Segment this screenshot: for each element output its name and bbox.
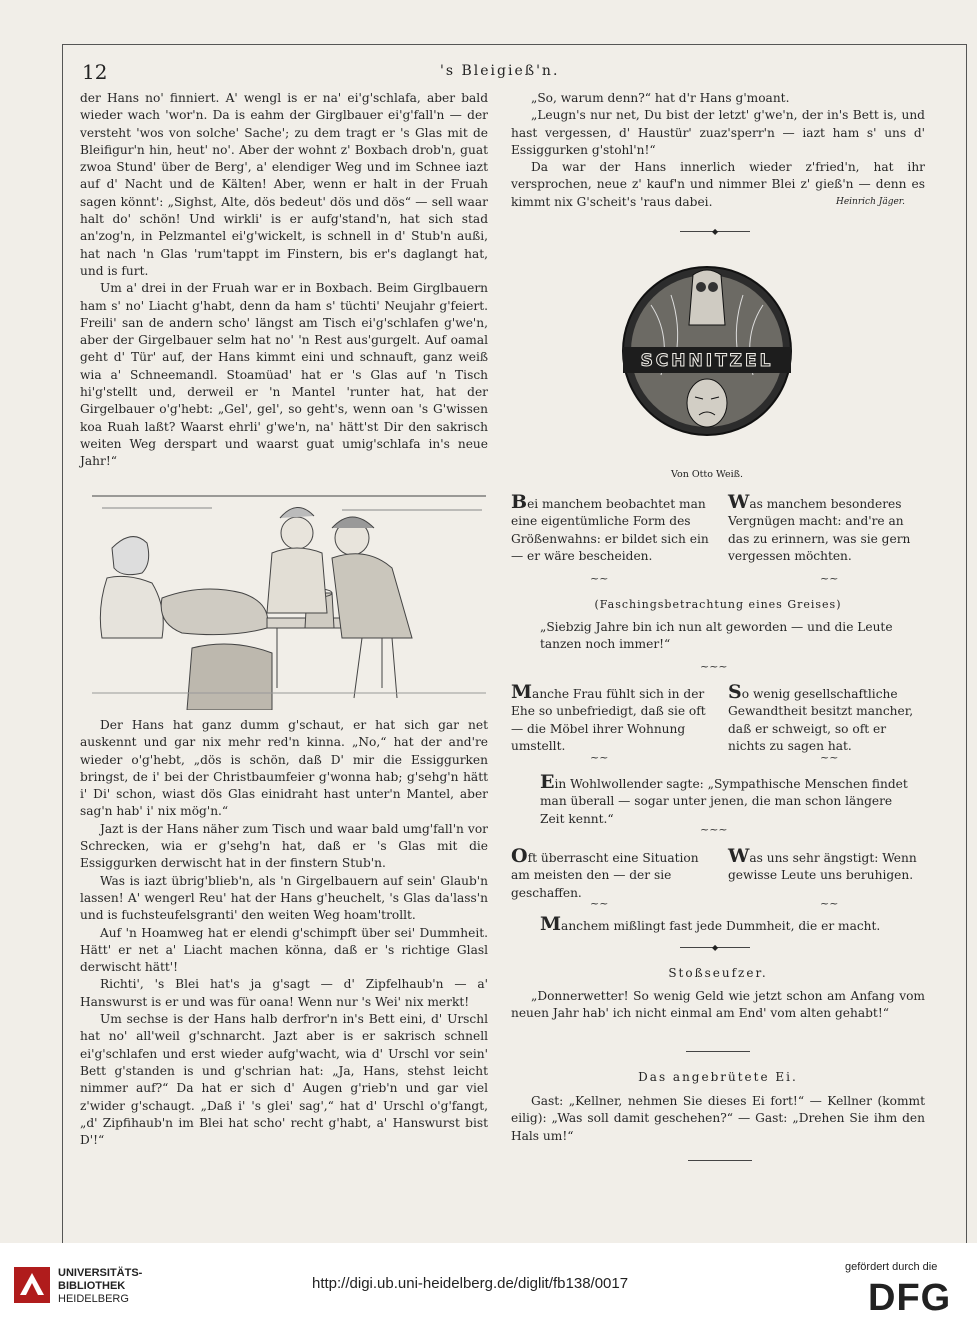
author-signature: Heinrich Jäger. [836,197,905,207]
paragraph: Um sechse is der Hans halb derfror'n in's Bett eini, d' Urschl hat no' all'weil g'schnarcht. Jazt aber is er sakrisch schnell ei'g'schlafen und erst wieder aufg'wacht, wia d' Urschl vor sein' Bett g'standen is und g'schrian hat: „Ja, Hans, stehst leicht nimmer auf?“ Da hat er sich d' Augen g'rieb'n und gar viel z'wider g'schaugt. „Daß i' 's glei' sag',“ hat d' Urschl o'g'fangt, „d' Zipfihaub'n im Blei hat scho' recht g'habt, a' Hanswurst bist D'!“ [80,1012,488,1148]
drop-cap: W [728,491,750,513]
aphorism [728,845,926,885]
dfg-logo: DFG [868,1277,952,1319]
paragraph-stossseufzer: „Donnerwetter! So wenig Geld wie jetzt schon am Anfang vom neuen Jahr hab' ich nicht einmal am End' vom alten gehabt!“ [511,989,925,1021]
tilde-ornament: ~~ [590,751,609,764]
viewer-footer [0,1243,977,1328]
divider [686,1051,750,1052]
quote-siebzig: „Siebzig Jahre bin ich nun alt geworden — und die Leute tanzen noch immer!“ [540,620,893,652]
aphorism-text: as uns sehr ängstigt: Wenn gewisse Leute uns beruhigen. [728,851,917,883]
paragraph: Auf 'n Hoamweg hat er elendi g'schimpft über sei' Dummheit. Hätt' er net a' Liacht machen könna, daß er 's richtige Glasl derwischt hätt'! [80,925,488,975]
drop-cap: M [511,681,533,703]
aphorism-text: in Wohlwollender sagte: „Sympathische Menschen findet man überall — sogar unter jenen, die man schon längere Zeit kennt.“ [540,777,908,826]
paragraph: „Leugn's nur net, Du bist der letzt' g'we'n, der in's Bett is, und hast vergessen, d' Haustür' zuaz'sperr'n — iazt ham s' uns d' Essiggurken g'stohl'n!“ [511,108,925,157]
divider-ornament-icon: ◆ [712,227,719,236]
section-heading-stossseufzer: Stoßseufzer. [668,966,768,980]
left-column-top [80,90,488,471]
tilde-ornament: ~~ [820,751,839,764]
paragraph: Um a' drei in der Fruah war er in Boxbach. Beim Girglbauern ham s' no' Liacht g'habt, denn da ham s' tüchti' Neujahr g'feiert. Freili' san de andern scho' längst am Tisch ei'g'schlafen g'we'n, aber der Girgelbauer selm hat no' 'n Rest aus'gurgelt. Auf oamal geht d' Tür' auf, der Hans kimmt eini und schnauft, ganz weiß wia a' Schneemandl. Stoamüad' hat er 's Glas auf 'n Tisch hi'g'stellt und, derweil er 'n Mantel 'runter hat, hat der Girgelbauer o'g'hebt: „Gel', gel', so geht's, wenn oan 's G'wissen koa Ruah laßt? Waarst ehrli' g'we'n, na' hätt'st Dir den sakrisch weiten Weg derspart und waarst guat umig'schlafa in's neue Jahr!“ [80,281,488,469]
fasching-heading: (Faschingsbetrachtung eines Greises) [594,598,842,611]
right-column-story-end [511,90,925,211]
emblem-caption: Von Otto Weiß. [670,469,744,480]
divider-ornament-icon: ◆ [712,943,719,952]
aphorism-text: ei manchem beobachtet man eine eigentümliche Form des Größenwahns: er bildet sich ein — er wäre bescheiden. [511,497,709,563]
emblem-title: SCHNITZEL [640,351,774,371]
aphorism [728,681,926,755]
tilde-ornament: ~~~ [700,823,728,836]
library-name-2: BIBLIOTHEK [58,1280,126,1292]
aphorism [511,491,709,565]
paragraph: der Hans no' finniert. A' wengl is er na' ei'g'schlafa, aber bald wieder wach 'wor'n. Da is eahm der Girglbauer ei'g'fall'n — der versteht 'wos von solche' Sache'; zu dem tragt er 's Glas mit de Bleifigur'n hin, heut' no'. Aber der wohnt z' Boxbach drob'n, guat zwoa Stund' über de Berg', a' elendiger Weg und im Schnee iazt auf d' Nacht und de Kälten! Aber, wenn er halt in der Fruah sagen könnt': „Sighst, Alte, dös bedeut' dös und dös“ — sell waar halt do' schön! Und wirkli' is er aufg'stand'n, hat sich stad an'zog'n, in Pelzmantel ei'g'wickelt, is schnell in d' Stub'n außi, hat nach 'n Glas 'rum'tappt im Finstern, bis er's daglangt hat, und is furt. [80,91,488,278]
aphorism-text: ft überrascht eine Situation am meisten den — der sie geschaffen. [511,851,699,900]
aphorism [540,771,910,828]
aphorism [540,913,920,935]
emblem-graphic [621,265,793,437]
divider [688,1160,752,1161]
drop-cap: B [511,491,528,513]
drop-cap: E [540,771,555,793]
aphorism-text: anchem mißlingt fast jede Dummheit, die er macht. [561,919,881,933]
aphorism [511,845,709,902]
illustration-tavern-scene [92,488,486,710]
page-number: 12 [82,60,108,84]
aphorism [728,491,926,565]
aphorism-text: as manchem besonderes Vergnügen macht: and're an das zu erinnern, was sie gern vergessen möchten. [728,497,911,563]
tilde-ornament: ~~ [590,572,609,585]
aphorism-text: anche Frau fühlt sich in der Ehe so unbefriedigt, daß sie oft — die Möbel ihrer Wohnung umstellt. [511,687,706,753]
paragraph: „So, warum denn?“ hat d'r Hans g'moant. [531,91,790,105]
drop-cap: W [728,845,750,867]
aphorism [511,681,709,755]
drop-cap: M [540,913,562,935]
tilde-ornament: ~~~ [700,660,728,673]
left-column-bottom [80,717,488,1149]
permalink-url[interactable]: http://digi.ub.uni-heidelberg.de/diglit/fb138/0017 [312,1275,629,1292]
paragraph: Der Hans hat ganz dumm g'schaut, er hat sich gar net auskennt und gar nix mehr red'n kinna. „No,“ hat der and're wieder o'g'hebt, „dös is schön, daß D' mir die Essiggurken bringst, de i' bei der Christbaumfeier g'wonna hab; g'sehg'n hätt i' Di' schon, wiast dös Glas einidraht hast unter'n Mantel, aber sag'n hab' i' nix mög'n.“ [80,718,488,819]
tilde-ornament: ~~ [590,897,609,910]
schnitzel-emblem [621,265,793,437]
library-logo-icon [12,1265,52,1305]
paragraph: Jazt is der Hans näher zum Tisch und waar bald umg'fall'n vor Schrecken, wia er g'sehg'n hat, daß er 's Glas mit die Essiggurken derwischt hat in der finstern Stub'n. [80,821,488,871]
drop-cap: S [728,681,742,703]
paragraph: Was is iazt übrig'blieb'n, als 'n Girgelbauern auf sein' Glaub'n lassen! A' wengerl Reu' hat der Hans g'heuchelt, 's Glas da'lass'n und is fuchsteufelsgranti' den weiten Weg hoam'trollt. [80,873,488,923]
funding-note: gefördert durch die [845,1261,938,1273]
library-name-1: UNIVERSITÄTS- [58,1267,143,1279]
tilde-ornament: ~~ [820,572,839,585]
paragraph: Da war der Hans innerlich wieder z'fried'n, hat ihr versprochen, neue z' kauf'n und nimmer Blei z' gieß'n — denn es kimmt nix G'scheit's 'raus dabei. [511,160,925,209]
library-name-3: HEIDELBERG [58,1293,129,1305]
section-heading-ei: Das angebrütete Ei. [638,1070,798,1084]
running-head: 's Bleigieß'n. [440,63,560,79]
tavern-sketch [92,488,486,710]
drop-cap: O [511,845,528,867]
paragraph: Richti', 's Blei hat's ja g'sagt — d' Zipfelhaub'n — a' Hanswurst is er und was für oana! Wenn nur 's Wei' nix merkt! [80,977,488,1009]
aphorism-text: o wenig gesellschaftliche Gewandtheit besitzt mancher, daß er schweigt, so oft er nichts zu sagen hat. [728,687,914,753]
paragraph-ei: Gast: „Kellner, nehmen Sie dieses Ei fort!“ — Kellner (kommt eilig): „Was soll damit geschehen?“ — Gast: „Drehen Sie ihm den Hals um!“ [511,1094,925,1143]
tilde-ornament: ~~ [820,897,839,910]
